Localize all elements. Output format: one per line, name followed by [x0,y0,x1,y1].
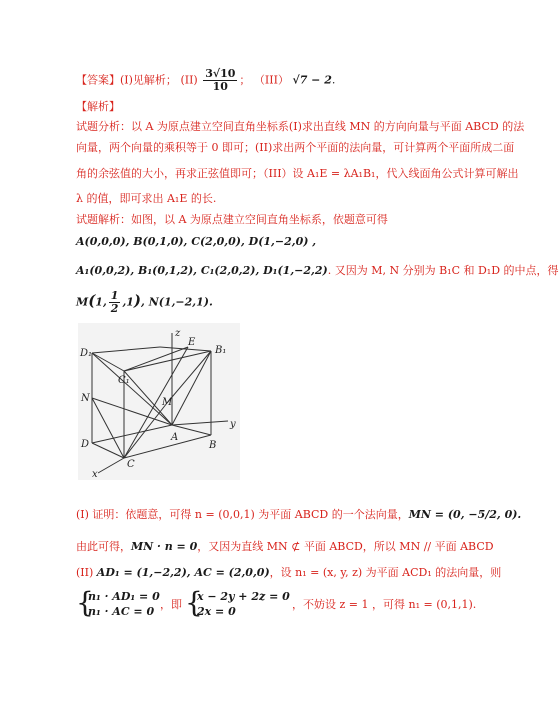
answer-part-i: (I)见解析； [120,73,177,87]
proof-i-conclusion-b: ，又因为直线 MN ⊄ 平面 ABCD，所以 MN // 平面 ABCD [197,540,494,553]
answer-part-ii-fraction [203,68,237,93]
answer-part-ii-label: (II) [180,73,198,87]
label-x: x [92,469,98,480]
label-d1: D₁ [80,348,93,359]
proof-i-mn-vector: MN = (0, −5/2, 0). [408,508,522,521]
label-a: A [171,432,179,443]
solution-midpoints: M(1, $\frac{1}{2}$ ,1), N(1,−2,1). [76,289,213,315]
proof-i-text: (I) 证明：依题意，可得 n = (0,0,1) 为平面 ABCD 的一个法向量， [76,508,409,521]
label-b1: B₁ [215,345,227,356]
answer-part-ii-numerator: 3√10 [205,67,236,80]
proof-i-conclusion [76,540,494,554]
solution-coords-2-values: A₁(0,0,2), B₁(0,1,2), C₁(2,0,2), D₁(1,−2,2) [76,264,328,277]
system-1-brace: { [76,586,94,619]
system-1-eq-1: n₁ · AD₁ = 0 [88,590,160,603]
system-result: ，不妨设 z = 1 ，可得 n₁ = (0,1,1). [292,598,477,611]
analysis-line-1: 试题分析：以 A 为原点建立空间直角坐标系(I)求出直线 MN 的方向向量与平面 ABCD 的法 [76,120,525,133]
answer-line [76,68,335,93]
label-m: M [162,397,173,408]
system-1-eq-2: n₁ · AC = 0 [88,605,155,618]
analysis-line-4: λ 的值，即可求出 A₁E 的长. [76,192,217,205]
solution-coords-1: A(0,0,0), B(0,1,0), C(2,0,0), D(1,−2,0) , [76,235,317,248]
answer-part-iii-value: √7 − 2 [292,73,332,87]
answer-part-ii-denominator: 10 [212,80,228,93]
solution-coords-2 [76,264,559,278]
proof-ii-vectors: AD₁ = (1,−2,2), AC = (2,0,0) [96,566,270,579]
system-2-eq-2: 2x = 0 [197,605,236,618]
proof-i-line [76,508,521,522]
proof-i-conclusion-a: 由此可得， [76,540,131,553]
proof-i-dot-product: MN · n = 0 [131,540,198,553]
label-b: B [209,440,217,451]
label-n: N [81,393,90,404]
point-m-den: 2 [110,302,119,315]
solution-line-1: 试题解析：如图，以 A 为原点建立空间直角坐标系，依题意可得 [76,213,388,226]
point-n-coords: , N(1,−2,1). [141,295,213,309]
label-c: C [127,459,135,470]
label-e: E [188,337,196,348]
label-c1: C₁ [118,375,130,386]
geometry-figure [78,323,240,480]
proof-ii-setup: ，设 n₁ = (x, y, z) 为平面 ACD₁ 的法向量，则 [269,566,502,579]
label-y: y [230,419,236,430]
system-joiner: ，即 [160,598,182,611]
analysis-line-3: 角的余弦值的大小，再求正弦值即可；（III）设 A₁E = λA₁B₁，代入线面角公式计算可解出 [76,167,519,180]
proof-ii-label: (II) [76,566,97,579]
system-2-eq-1: x − 2y + 2z = 0 [197,590,290,603]
proof-ii-line [76,566,501,580]
answer-end: . [331,73,336,87]
point-m-label: M [76,295,89,309]
answer-sep: ； [239,73,251,87]
analysis-label: 【解析】 [76,100,120,113]
label-z: z [175,328,181,339]
solution-coords-2-note: . 又因为 M, N 分别为 B₁C 和 D₁D 的中点，得 [327,264,559,277]
point-m-fraction [109,290,121,315]
answer-label: 【答案】 [76,73,120,87]
point-m-num: 1 [110,289,119,302]
label-d: D [81,439,90,450]
analysis-line-2: 向量，两个向量的乘积等于 0 即可；(II)求出两个平面的法向量，可计算两个平面所成二面 [76,141,515,154]
system-2-brace: { [185,586,203,619]
answer-part-iii-label: （III） [253,73,289,87]
